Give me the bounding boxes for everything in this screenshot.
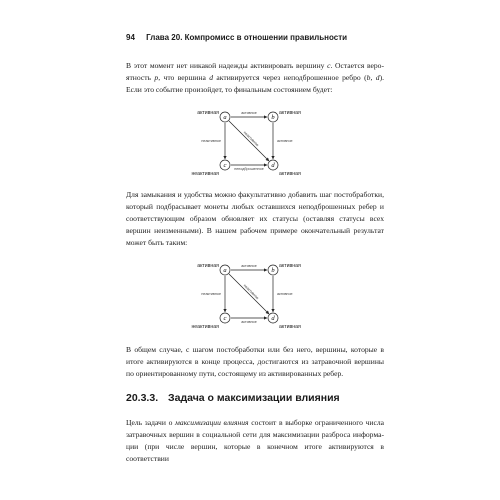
paragraph-4: Цель задачи о максимизации влияния состоит в выборке ограниченного числа затравочных вершин в социальной сети для максимизации разброса информа-ции (при числе вершин, которые в конечном итоге активируются в соответствии bbox=[126, 418, 384, 463]
node-c-label: c bbox=[223, 315, 227, 322]
node-b-status: активная bbox=[279, 110, 301, 116]
edge-a-d-label: неактивное bbox=[242, 283, 260, 301]
edge-a-b-label: активное bbox=[241, 111, 257, 115]
cascade-diagram-final-state bbox=[190, 104, 310, 184]
node-b-label: b bbox=[271, 114, 275, 121]
node-a-label: a bbox=[223, 114, 227, 121]
node-d-label: d bbox=[271, 162, 275, 169]
edge-b-d-label: активное bbox=[277, 292, 293, 296]
edge-a-d bbox=[229, 121, 269, 161]
edge-a-d-label: неактивное bbox=[242, 130, 260, 148]
edge-b-d-label: активное bbox=[277, 139, 293, 143]
node-a-label: a bbox=[223, 267, 227, 274]
edge-a-b-label: активное bbox=[241, 264, 257, 268]
section-title: Задача о максимизации влияния bbox=[168, 392, 340, 404]
edge-a-c-label: неактивное bbox=[201, 139, 221, 143]
node-c-label: c bbox=[223, 162, 227, 169]
node-d-status: активная bbox=[279, 171, 301, 177]
node-b-label: b bbox=[271, 267, 275, 274]
node-c-status: неактивная bbox=[191, 171, 219, 177]
chapter-title: Глава 20. Компромисс в отношении правильности bbox=[146, 33, 348, 42]
page-number: 94 bbox=[126, 33, 135, 42]
node-b-status: активная bbox=[279, 263, 301, 269]
section-number: 20.3.3. bbox=[126, 392, 159, 404]
edge-a-d bbox=[229, 274, 269, 314]
node-c-status: неактивная bbox=[191, 324, 219, 330]
paragraph-2: Для замыкания и удобства можно факультативно добавить шаг постобработки, который подбрасывает монеты любых оставшихся неподброшенных ребер и соответствующим образом обновляет их статусы (оставляя статусы всех вершин неизменными). В нашем рабочем примере окончательный результат может быть таким: bbox=[126, 190, 384, 247]
edge-c-d-label: неподброшенное bbox=[234, 167, 264, 171]
paragraph-1: В этот момент нет никакой надежды активировать вершину c. Остается веро-ятность p, что вершина d активируется через неподброшенное ребро (b, d). Если это событие произойдет, то финальным состоянием будет: bbox=[126, 61, 385, 94]
node-a-status: активная bbox=[197, 263, 219, 269]
paragraph-3: В общем случае, с шагом постобработки или без него, вершины, которые в итоге активируются в конце процесса, достигаются из затравочной вершины по ориентированному пути, состоящему из активированных ребер. bbox=[126, 345, 384, 378]
running-header bbox=[126, 33, 384, 43]
node-a-status: активная bbox=[197, 110, 219, 116]
section-heading bbox=[126, 392, 384, 404]
cascade-diagram-postprocessed bbox=[190, 257, 310, 337]
node-d-label: d bbox=[271, 315, 275, 322]
edge-c-d-label: активное bbox=[241, 320, 257, 324]
node-d-status: активная bbox=[279, 324, 301, 330]
edge-a-c-label: неактивное bbox=[201, 292, 221, 296]
